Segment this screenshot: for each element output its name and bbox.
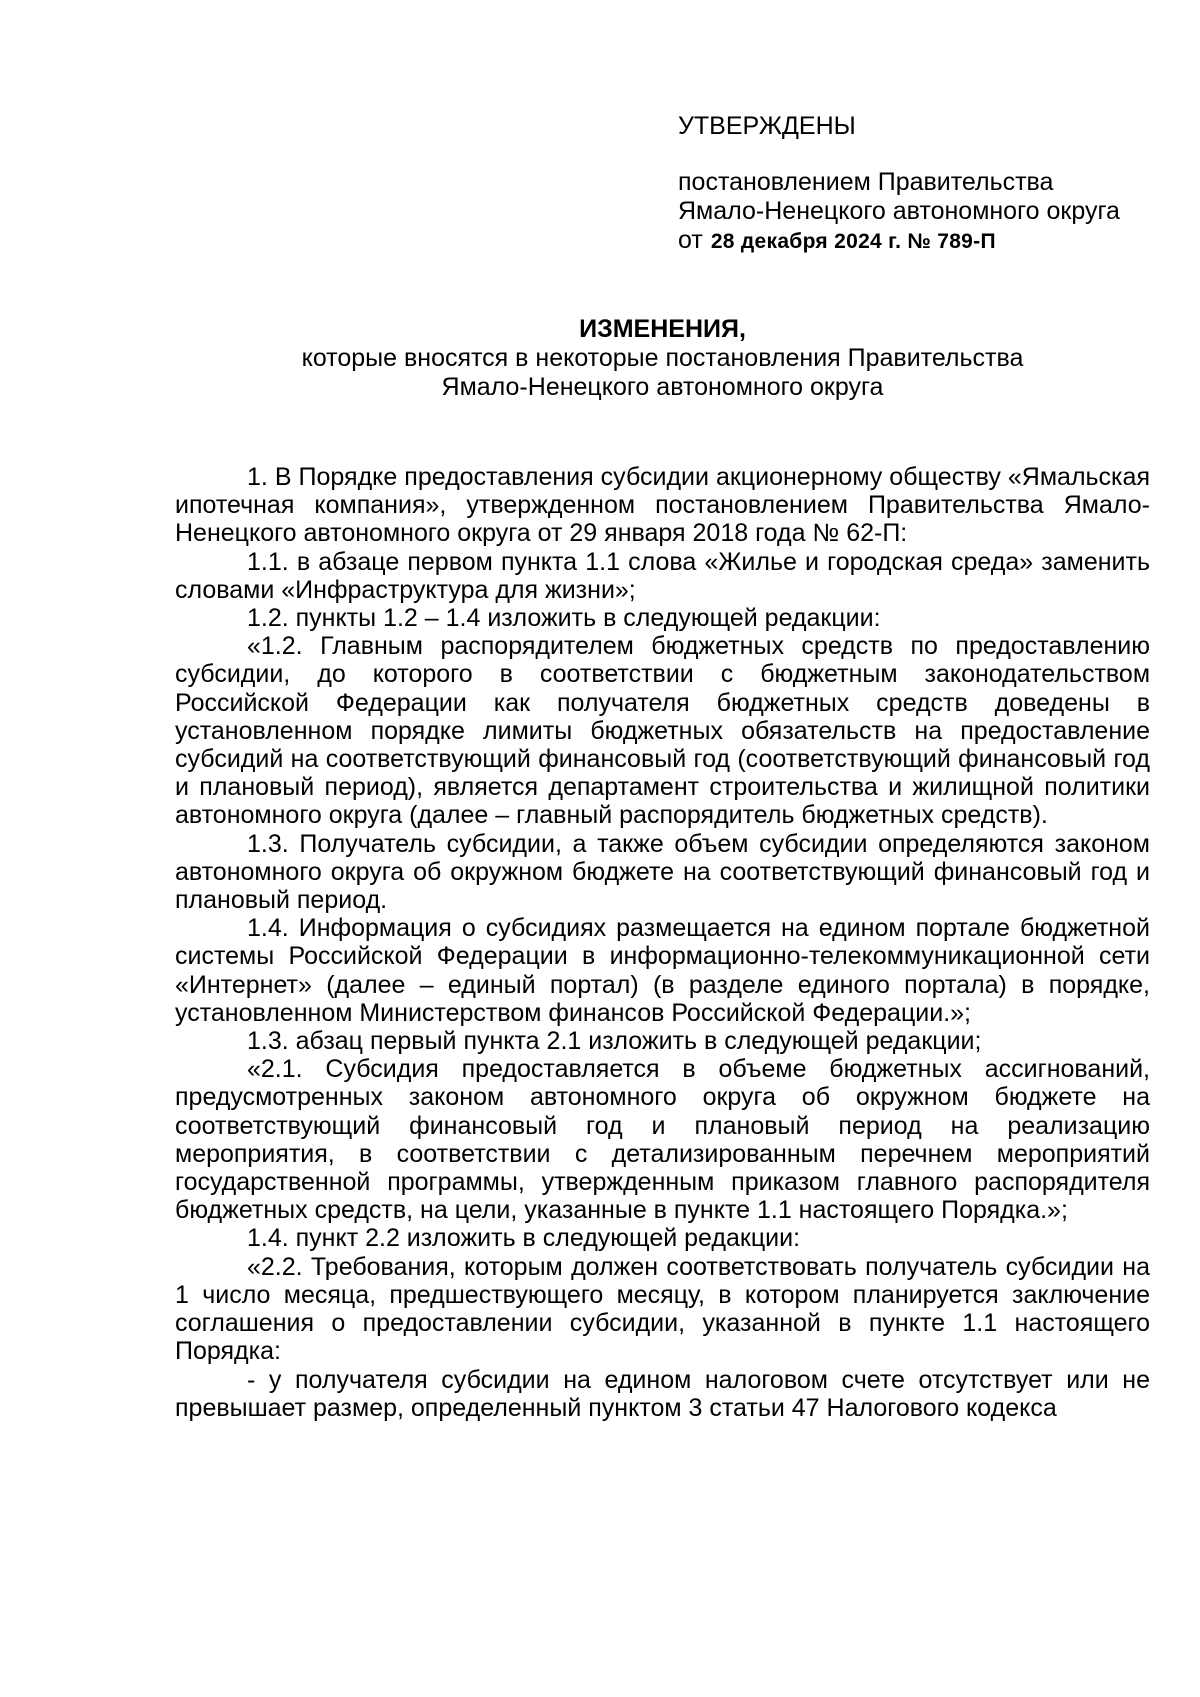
approval-line-1: постановлением Правительства [678, 168, 1054, 196]
paragraph: «2.1. Субсидия предоставляется в объеме бюджетных ассигнований, предусмотренных законом автономного округа об окружном бюджете на соответствующий финансовый год и плановый период на реализацию мероприятия, в соответствии с детализированным перечнем мероприятий государственной программы, утвержденным приказом главного распорядителя бюджетных средств, на цели, указанные в пункте 1.1 настоящего Порядка.»; [175, 1055, 1150, 1225]
document-heading [175, 315, 1150, 402]
document-body [175, 463, 1150, 1422]
paragraph: - у получателя субсидии на едином налоговом счете отсутствует или не превышает размер, определенный пунктом 3 статьи 47 Налогового кодекса [175, 1365, 1150, 1422]
document-title: ИЗМЕНЕНИЯ, [579, 315, 746, 343]
document-subtitle-line-2: Ямало-Ненецкого автономного округа [441, 373, 884, 401]
paragraph: 1.2. пункты 1.2 – 1.4 изложить в следующей редакции: [247, 604, 881, 633]
paragraph: 1. В Порядке предоставления субсидии акционерному обществу «Ямальская ипотечная компания», утвержденном постановлением Правительства Ямало-Ненецкого автономного округа от 29 января 2018 года № 62-П: [175, 463, 1150, 548]
paragraph: 1.3. абзац первый пункта 2.1 изложить в следующей редакции; [247, 1027, 982, 1056]
paragraph: «1.2. Главным распорядителем бюджетных средств по предоставлению субсидии, до которого в соответствии с бюджетным законодательством Российской Федерации как получателя бюджетных средств доведены в установленном порядке лимиты бюджетных обязательств на предоставление субсидий на соответствующий финансовый год (соответствующий финансовый год и плановый период), является департамент строительства и жилищной политики автономного округа (далее – главный распорядитель бюджетных средств). [175, 632, 1150, 830]
approval-line-2: Ямало-Ненецкого автономного округа [678, 197, 1120, 225]
approval-block [678, 112, 1178, 256]
approval-date-line [678, 226, 1178, 256]
document-subtitle-line-1: которые вносятся в некоторые постановления Правительства [301, 344, 1024, 372]
paragraph: 1.3. Получатель субсидии, а также объем субсидии определяются законом автономного округа об окружном бюджете на соответствующий финансовый год и плановый период. [175, 829, 1150, 915]
paragraph: 1.4. пункт 2.2 изложить в следующей редакции: [247, 1224, 801, 1253]
paragraph: 1.1. в абзаце первом пункта 1.1 слова «Жилье и городская среда» заменить словами «Инфраструктура для жизни»; [175, 547, 1150, 604]
approved-label: УТВЕРЖДЕНЫ [678, 112, 856, 140]
approval-date-prefix: от [678, 226, 703, 254]
paragraph: 1.4. Информация о субсидиях размещается на едином портале бюджетной системы Российской Федерации в информационно-телекоммуникационной сети «Интернет» (далее – единый портал) (в разделе единого портала) в порядке, установленном Министерством финансов Российской Федерации.»; [175, 914, 1150, 1027]
paragraph: «2.2. Требования, которым должен соответствовать получатель субсидии на 1 число месяца, предшествующего месяцу, в котором планируется заключение соглашения о предоставлении субсидии, указанной в пункте 1.1 настоящего Порядка: [175, 1252, 1150, 1366]
approval-date-value: 28 декабря 2024 г. № 789-П [710, 230, 996, 253]
